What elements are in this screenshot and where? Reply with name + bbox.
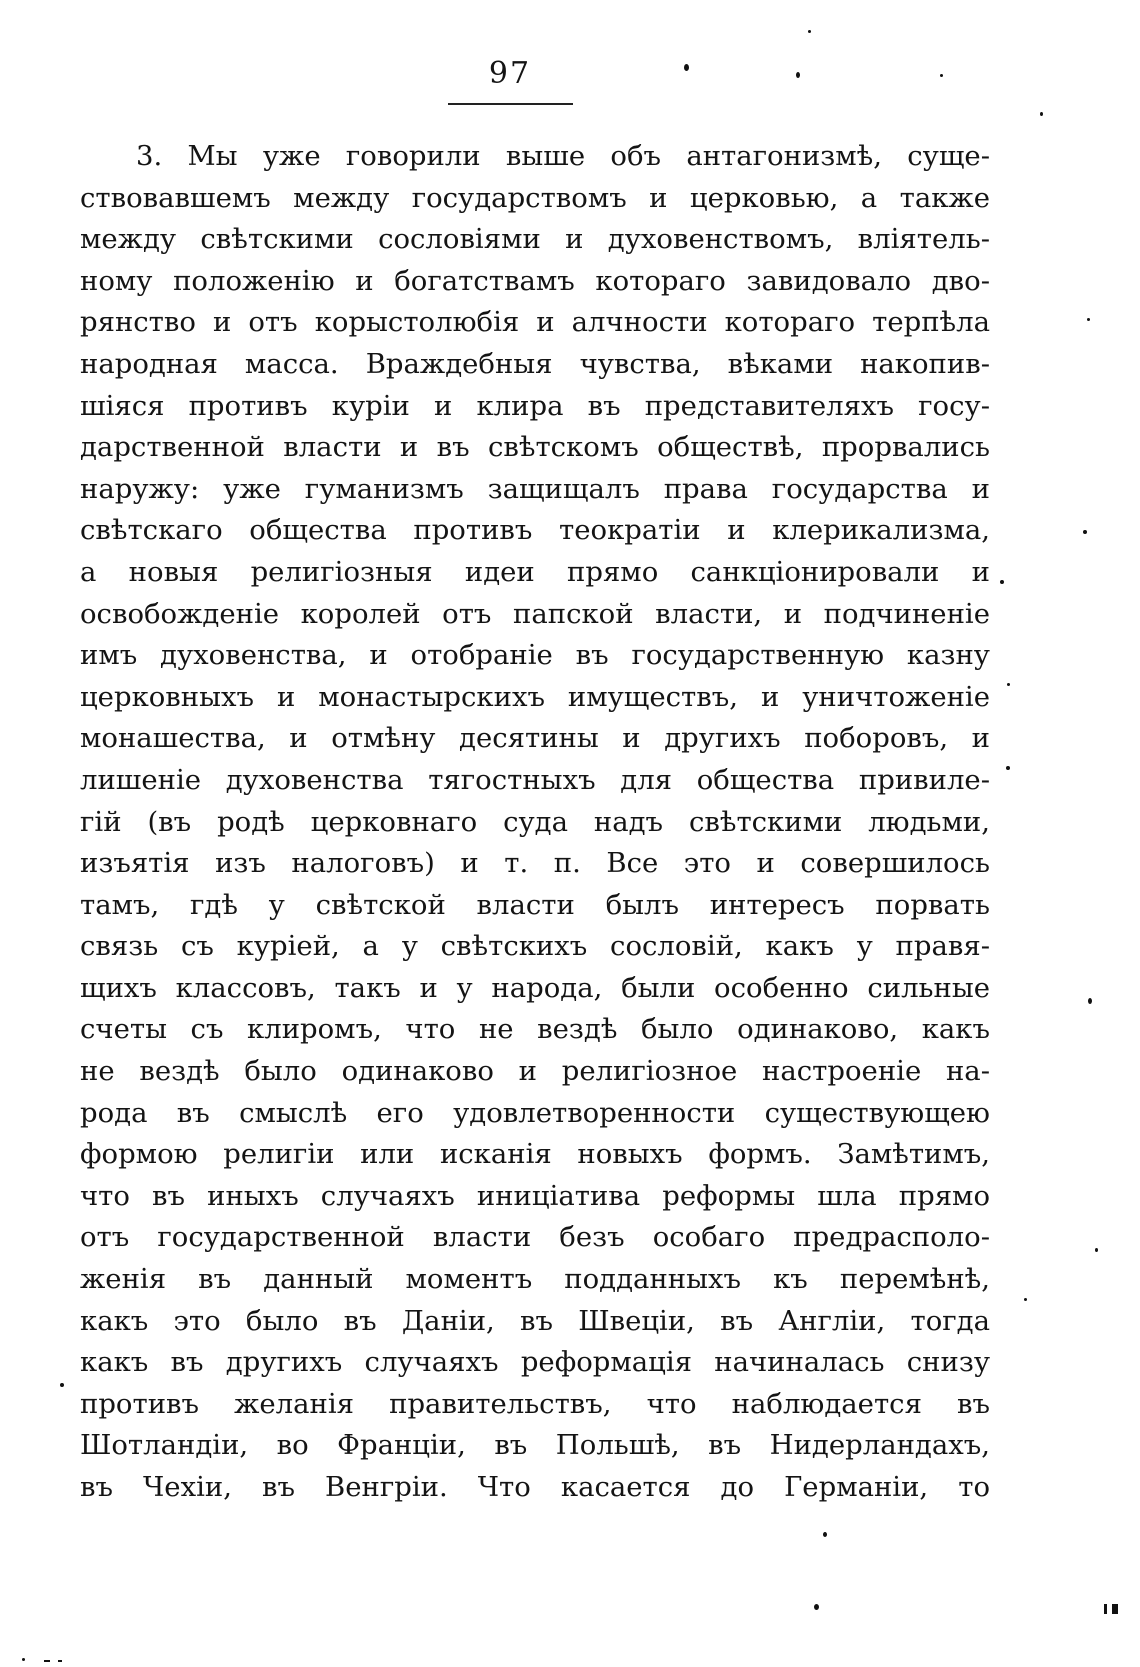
text-line: 3. Мы уже говорили выше объ антагонизмѣ, суще- [136,140,990,172]
text-line: женія въ данный моментъ подданныхъ къ перемѣнѣ, [80,1263,990,1296]
scan-speck [44,1660,50,1662]
header-rule [448,103,573,105]
text-line: противъ желанія правительствъ, что наблюдается въ [80,1387,990,1420]
text-line: въ Чехіи, въ Венгріи. Что касается до Германіи, то [80,1471,990,1503]
text-line: свѣтскаго общества противъ теократіи и клерикализма, [80,514,990,547]
scan-speck [58,1660,62,1662]
text-line: формою религіи или исканія новыхъ формъ. Замѣтимъ, [80,1138,990,1171]
text-line: тамъ, гдѣ у свѣтской власти былъ интересъ порвать [80,888,990,921]
scan-speck [60,1383,64,1387]
text-line: монашества, и отмѣну десятины и другихъ поборовъ, и [80,722,990,755]
text-line: счеты съ клиромъ, что не вездѣ было одинаково, какъ [80,1013,990,1046]
scan-speck [1040,112,1043,116]
scan-speck [684,64,689,71]
scan-speck [1024,1298,1027,1301]
text-line: ному положенію и богатствамъ котораго завидовало дво- [80,264,990,297]
text-line: церковныхъ и монастырскихъ имуществъ, и уничтоженіе [80,680,990,713]
text-line: какъ въ другихъ случаяхъ реформація начиналась снизу [80,1346,990,1379]
scan-speck [1104,1604,1107,1614]
scan-speck [1088,998,1092,1004]
text-line: дарственной власти и въ свѣтскомъ обществѣ, прорвались [80,431,990,464]
scan-speck [1007,683,1010,686]
text-line: а новыя религіозныя идеи прямо санкціонировали и [80,555,990,588]
text-line: народная масса. Враждебныя чувства, вѣками накопив- [80,347,990,380]
text-line: имъ духовенства, и отобраніе въ государственную казну [80,639,990,672]
text-line: ствовавшемъ между государствомъ и церковью, а также [80,181,990,214]
scan-speck [814,1604,819,1610]
text-line: освобожденіе королей отъ папской власти, и подчиненіе [80,597,990,630]
scan-speck [796,72,800,78]
scan-speck [1000,580,1004,584]
scan-speck [1083,530,1087,534]
text-line: что въ иныхъ случаяхъ иниціатива реформы шла прямо [80,1179,990,1212]
text-line: рянство и отъ корыстолюбія и алчности котораго терпѣла [80,306,990,339]
text-line: лишеніе духовенства тягостныхъ для общества привиле- [80,763,990,796]
scan-speck [1095,1248,1098,1252]
scan-speck [1112,1604,1118,1614]
text-line: связь съ куріей, а у свѣтскихъ сословій, какъ у правя- [80,930,990,963]
text-line: шіяся противъ куріи и клира въ представителяхъ госу- [80,389,990,422]
scan-speck [1087,318,1090,321]
text-line: рода въ смыслѣ его удовлетворенности существующею [80,1096,990,1129]
text-line: щихъ классовъ, такъ и у народа, были особенно сильные [80,971,990,1004]
scan-speck [22,1658,25,1661]
text-line: между свѣтскими сословіями и духовенствомъ, вліятель- [80,223,990,256]
text-line: не вездѣ было одинаково и религіозное настроеніе на- [80,1055,990,1088]
text-line: отъ государственной власти безъ особаго предрасполо- [80,1221,990,1254]
scan-speck [1006,766,1010,770]
scan-speck [823,1532,827,1537]
text-line: гій (въ родѣ церковнаго суда надъ свѣтскими людьми, [80,805,990,838]
text-line: какъ это было въ Даніи, въ Швеціи, въ Англіи, тогда [80,1304,990,1337]
scan-speck [808,30,811,33]
text-line: наружу: уже гуманизмъ защищалъ права государства и [80,472,990,505]
text-line: Шотландіи, во Франціи, въ Польшѣ, въ Нидерландахъ, [80,1429,990,1462]
body-text [80,136,990,1509]
scan-speck [940,74,943,77]
page-number: 97 [488,56,532,91]
text-line: изъятія изъ налоговъ) и т. п. Все это и совершилось [80,847,990,880]
